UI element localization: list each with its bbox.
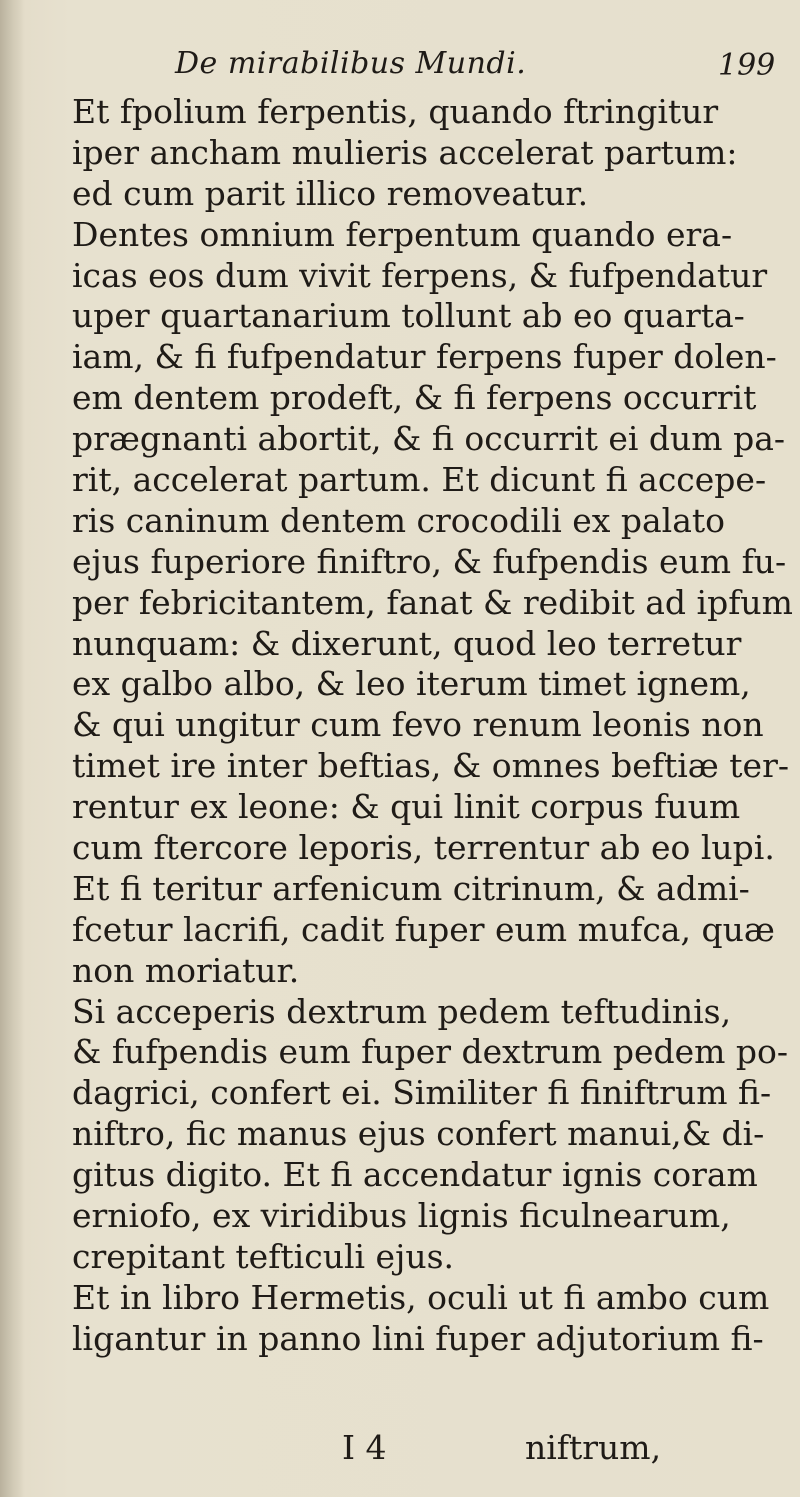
text-line: & qui ungitur cum fevo renum leonis non xyxy=(72,705,764,745)
text-line: icas eos dum vivit ferpens, & fufpendatur xyxy=(72,255,768,295)
page-number: 199 xyxy=(718,48,776,83)
page-gutter xyxy=(0,0,24,1497)
main-text xyxy=(72,92,793,1360)
text-line: ris caninum dentem crocodili ex palato xyxy=(72,500,726,540)
text-line: iper ancham mulieris accelerat partum: xyxy=(72,132,738,172)
text-line: erniofo, ex viridibus lignis ficulnearum, xyxy=(72,1196,731,1236)
text-line: niftro, fic manus ejus confert manui,& di- xyxy=(72,1114,765,1154)
text-line: nunquam: & dixerunt, quod leo terretur xyxy=(72,623,742,663)
text-line: prægnanti abortit, & fi occurrit ei dum pa- xyxy=(72,419,786,459)
text-line: ed cum parit illico removeatur. xyxy=(72,173,589,213)
signature-mark: I 4 xyxy=(342,1428,387,1467)
page-footer xyxy=(0,1428,800,1468)
catchword: niftrum, xyxy=(525,1428,662,1467)
text-line: Dentes omnium ferpentum quando era- xyxy=(72,214,733,254)
text-line: ejus fuperiore finiftro, & fufpendis eum fu- xyxy=(72,541,787,581)
text-line: rit, accelerat partum. Et dicunt fi accepe- xyxy=(72,460,767,500)
text-line: Et in libro Hermetis, oculi ut fi ambo cum xyxy=(72,1277,770,1317)
text-line: timet ire inter beftias, & omnes beftiæ ter- xyxy=(72,746,790,786)
text-line: uper quartanarium tollunt ab eo quarta- xyxy=(72,296,745,336)
text-line: cum ftercore leporis, terrentur ab eo lupi. xyxy=(72,828,775,868)
text-line: gitus digito. Et fi accendatur ignis coram xyxy=(72,1155,758,1195)
page-header xyxy=(0,46,800,86)
text-line: & fufpendis eum fuper dextrum pedem po- xyxy=(72,1032,789,1072)
text-line: rentur ex leone: & qui linit corpus fuum xyxy=(72,787,741,827)
text-line: Et fi teritur arfenicum citrinum, & admi- xyxy=(72,868,750,908)
text-line: ligantur in panno lini fuper adjutorium fi- xyxy=(72,1318,764,1358)
running-title: De mirabilibus Mundi. xyxy=(175,46,527,81)
text-line: ex galbo albo, & leo iterum timet ignem, xyxy=(72,664,751,704)
text-line: dagrici, confert ei. Similiter fi finiftrum fi- xyxy=(72,1073,772,1113)
text-line: Si acceperis dextrum pedem teftudinis, xyxy=(72,991,732,1031)
text-line: per febricitantem, fanat & redibit ad ipfum xyxy=(72,582,793,622)
text-line: non moriatur. xyxy=(72,950,300,990)
text-line: em dentem prodeft, & fi ferpens occurrit xyxy=(72,378,757,418)
text-line: crepitant tefticuli ejus. xyxy=(72,1236,454,1276)
text-line: Et fpolium ferpentis, quando ftringitur xyxy=(72,92,719,131)
text-line: iam, & fi fufpendatur ferpens fuper dolen- xyxy=(72,337,777,377)
text-line: fcetur lacrifi, cadit fuper eum mufca, quæ xyxy=(72,909,775,949)
